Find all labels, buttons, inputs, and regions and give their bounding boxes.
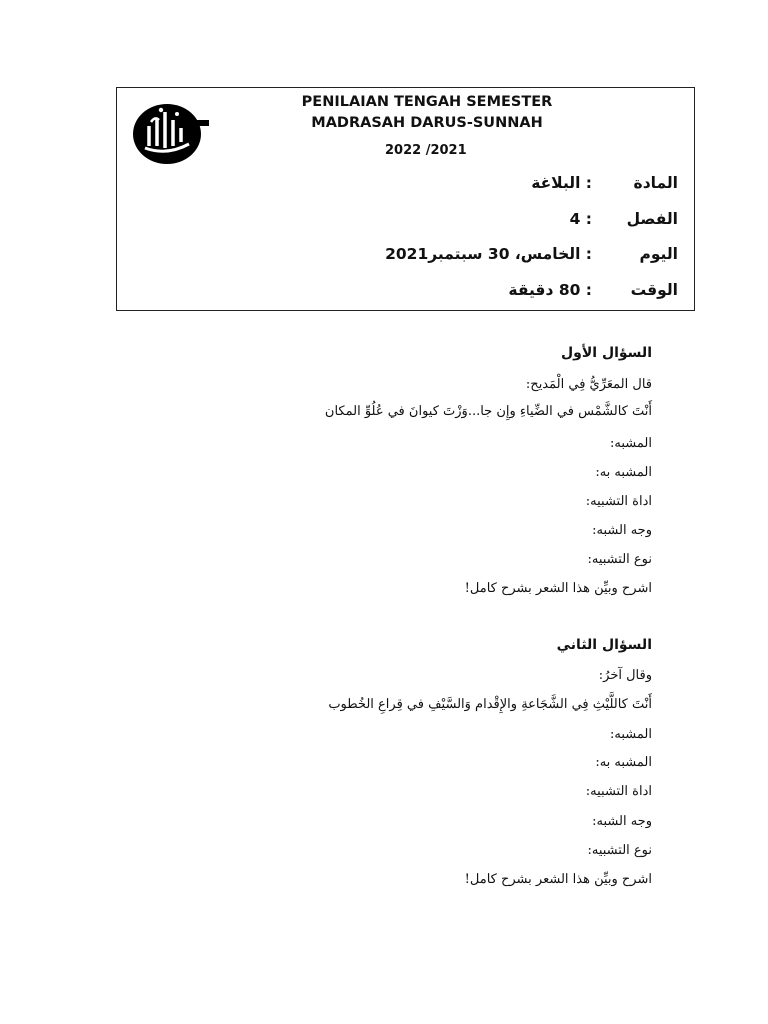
day-value: : الخامس، 30 سبتمبر2021 [385, 245, 592, 263]
madrasah-logo-icon [131, 98, 209, 166]
exam-title-line1: PENILAIAN TENGAH SEMESTER [301, 94, 553, 110]
time-label: الوقت [630, 281, 678, 299]
q2-instruction: اشرح وبيِّن هذا الشعر بشرح كامل! [464, 872, 652, 887]
q2-verse: أَنْتَ كاللَّيْثِ فِي الشَّجَاعةِ والإِقْدام وَالسَّيْفِ في قِراعِ الخُطوب [328, 697, 652, 712]
q1-item-mushabbah-bih: المشبه به: [595, 465, 652, 480]
subject-label: المادة [633, 174, 678, 192]
class-label: الفصل [626, 210, 678, 228]
q2-item-wajh: وجه الشبه: [592, 814, 652, 829]
q1-item-wajh: وجه الشبه: [592, 523, 652, 538]
q2-heading: السؤال الثاني [556, 637, 652, 653]
exam-header [116, 87, 695, 311]
subject-row [531, 174, 678, 192]
day-label: اليوم [639, 245, 678, 263]
q1-item-mushabbah: المشبه: [610, 436, 652, 451]
q2-item-mushabbah: المشبه: [610, 727, 652, 742]
q1-intro: قال المعَرِّيُّ فِي الْمَديح: [525, 377, 652, 392]
exam-title-line2: MADRASAH DARUS-SUNNAH [311, 115, 543, 131]
q1-item-type: نوع التشبيه: [587, 552, 652, 567]
exam-title [287, 92, 567, 134]
class-row [570, 210, 678, 228]
q1-instruction: اشرح وبيِّن هذا الشعر بشرح كامل! [464, 581, 652, 596]
time-row [508, 281, 678, 299]
q2-item-mushabbah-bih: المشبه به: [595, 755, 652, 770]
academic-year: 2022 /2021 [385, 143, 467, 158]
q2-item-type: نوع التشبيه: [587, 843, 652, 858]
q2-intro: وقال آخرُ: [598, 668, 652, 683]
q1-heading: السؤال الأول [561, 345, 652, 361]
q2-item-adat: اداة التشبيه: [585, 784, 652, 799]
subject-value: : البلاغة [531, 174, 592, 192]
q1-item-adat: اداة التشبيه: [585, 494, 652, 509]
class-value: : 4 [569, 210, 592, 228]
time-value: : 80 دقيقة [508, 281, 592, 299]
day-row [385, 245, 678, 263]
q1-verse: أَنْتَ كالشَّمْس في الضِّياءِ وإِن جا...وَزْتَ كيوانَ في عُلُوِّ المكان [324, 404, 652, 419]
